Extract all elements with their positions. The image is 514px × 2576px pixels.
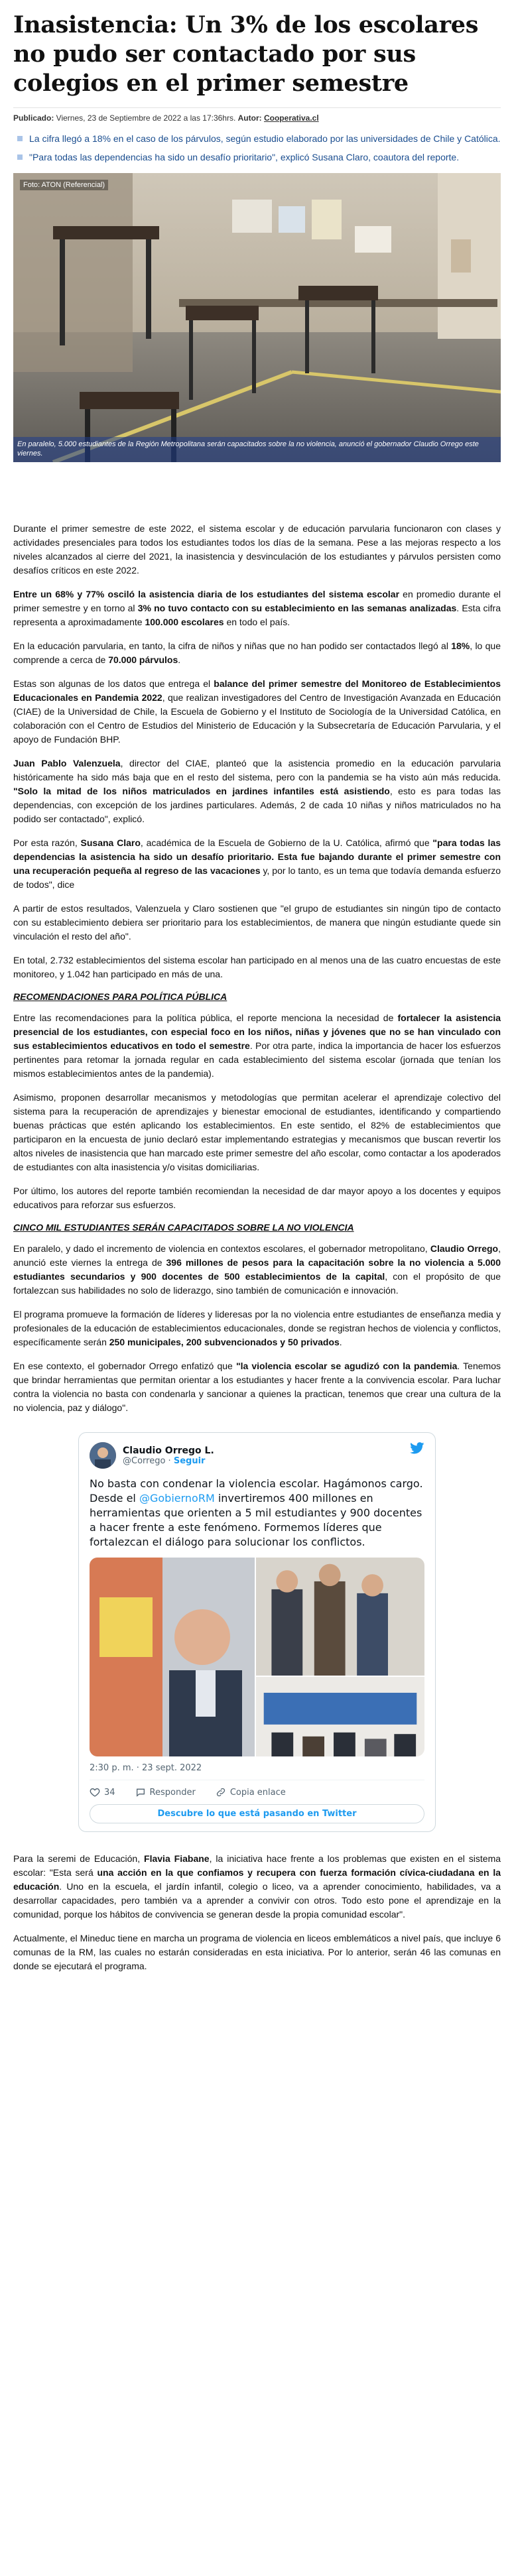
tweet-header (90, 1442, 424, 1469)
bold-text: 100.000 escolares (145, 617, 224, 627)
reply-icon (135, 1787, 146, 1798)
text: El programa promueve la formación de líderes y lideresas por la no violencia entre estudiantes de enseñanza media y profesionales de la educación de establecimientos educacionales, donde se registran hechos de violencia y conflictos, específicamente serán (13, 1309, 501, 1347)
author-link[interactable]: Cooperativa.cl (263, 113, 319, 123)
paragraph: A partir de estos resultados, Valenzuela y Claro sostienen que "el grupo de estudiantes sin ningún tipo de contacto con su establecimiento debiera ser prioritario para los establecimientos, de manera que ningún estudiante quede sin vinculación el resto del año". (13, 903, 501, 942)
bold-text: fortalecer la asistencia presencial de los estudiantes, con especial foco en los niños, niñas y jóvenes que no se han vinculado con sus establecimientos educativos en todo el semestre (13, 1012, 501, 1051)
bold-text: Claudio Orrego (430, 1243, 499, 1254)
tweet-photo-image (256, 1677, 424, 1756)
text: Para la seremi de Educación, (13, 1853, 145, 1864)
article (13, 0, 501, 1973)
tweet-author-handle: @Corrego · Seguir (123, 1455, 206, 1466)
paragraph (13, 1011, 501, 1081)
text: En la educación parvularia, en tanto, la cifra de niños y niñas que no han podido ser contactados llegó al (13, 641, 452, 651)
tweet-photo-image (90, 1558, 255, 1756)
avatar-image (90, 1442, 116, 1469)
article-meta (13, 107, 501, 123)
text: , lo que comprende a cerca de (13, 641, 501, 665)
tweet-author (123, 1445, 214, 1466)
like-count: 34 (104, 1787, 115, 1798)
bold-text: balance del primer semestre del Monitoreo de Establecimientos Educacionales en Pandemia 2022 (13, 678, 501, 703)
text: , esto es para todas las dependencias, con excepción de los jardines particulares. Además, 2 de cada 10 niñas y niños matriculados no ha podido ser contactado", explicó. (13, 786, 501, 824)
paragraph (13, 1852, 501, 1922)
paragraph: En total, 2.732 establecimientos del sistema escolar han participado en al menos una de las cuatro encuestas de este monitoreo, y 1.042 han participado en más de una. (13, 955, 501, 979)
paragraph (13, 677, 501, 747)
section-heading: CINCO MIL ESTUDIANTES SERÁN CAPACITADOS SOBRE LA NO VIOLENCIA (13, 1222, 354, 1233)
discover-twitter-button[interactable]: Descubre lo que está pasando en Twitter (90, 1804, 424, 1823)
like-action[interactable] (90, 1787, 115, 1798)
paragraph (13, 1308, 501, 1349)
paragraph (13, 757, 501, 826)
bold-text: 18% (451, 641, 470, 651)
bold-text: Flavia Fiabane (144, 1853, 210, 1864)
bold-text: "Solo la mitad de los niños matriculados en jardines infantiles está asistiendo (13, 786, 390, 796)
tweet-timestamp[interactable]: 2:30 p. m. · 23 sept. 2022 (90, 1763, 202, 1773)
text: . Por otra parte, indica la importancia de hacer los esfuerzos pertinentes para retomar la jornada regular en cada establecimiento del sistema escolar (jornada que tenían los mismos establecimientos antes de la pandemia). (13, 1040, 501, 1079)
paragraph (13, 639, 501, 667)
paragraph (13, 1242, 501, 1298)
mention-link[interactable]: @GobiernoRM (139, 1492, 215, 1504)
tweet-photo[interactable] (256, 1677, 424, 1756)
tweet-actions (90, 1780, 424, 1798)
text: Por esta razón, (13, 837, 81, 848)
text: invertiremos 400 millones en herramientas que orienten a 5 mil estudiantes y 900 docentes a hacer frente a este fenómeno. Formemos líderes que fortalezcan el diálogo para solucionar los conflictos. (90, 1492, 422, 1548)
tweet-media[interactable] (90, 1558, 424, 1756)
tweet-author-name[interactable]: Claudio Orrego L. (123, 1445, 214, 1456)
photo-caption: En paralelo, 5.000 estudiantes de la Región Metropolitana serán capacitados sobre la no violencia, anunció el gobernador Claudio Orrego este viernes. (13, 437, 501, 462)
paragraph: Por último, los autores del reporte también recomiendan la necesidad de dar mayor apoyo a los docentes y equipos educativos para reforzar sus esfuerzos. (13, 1186, 501, 1210)
bold-text: Juan Pablo Valenzuela (13, 758, 121, 768)
bold-text: 396 millones de pesos para la capacitación sobre la no violencia a 5.000 estudiantes secundarios y 900 docentes de 500 establecimientos de la capital (13, 1257, 501, 1282)
text: En ese contexto, el gobernador Orrego enfatizó que (13, 1361, 236, 1371)
text: . Tenemos que brindar herramientas que permitan orientar a los estudiantes y hacer frente a la convivencia escolar. Para luchar contra la violencia no basta con condenarla y sancionar a quienes la practican, tenemos que crear una cultura de la no violencia, paz y diálogo". (13, 1361, 501, 1413)
bold-text: Susana Claro (80, 837, 141, 848)
heart-icon (90, 1787, 100, 1798)
avatar[interactable] (90, 1442, 116, 1469)
embedded-tweet (78, 1432, 436, 1832)
bold-text: 70.000 párvulos (108, 654, 178, 665)
text: . Uno en la escuela, el jardín infantil, colegio o liceo, va a aprender conocimiento, habilidades, va a desarrollar capacidades, pero también va a aprender a convivir con otros. Todo esto pone el aprendizaje en la comunidad, porque los hábitos de convivencia se generan desde la propia comunidad escolar". (13, 1881, 501, 1920)
photo-credit: Foto: ATON (Referencial) (20, 180, 108, 190)
paragraph (13, 587, 501, 629)
published-label: Publicado: (13, 113, 54, 123)
text: en promedio durante el primer semestre y en torno al (13, 589, 501, 613)
text: Entre las recomendaciones para la política pública, el reporte menciona la necesidad de (13, 1012, 398, 1023)
text: , que realizan investigadores del Centro de Investigación Avanzada en Educación (CIAE) de la Universidad de Chile, la Escuela de Gobierno y el Instituto de Sociología de la Universidad Católica, en colaboración con el Centro de Estudios del Ministerio de Educación y la Subsecretaría de Educación Parvularia, y el apoyo de Fundación BHP. (13, 692, 501, 745)
text: . (178, 654, 181, 665)
text: En paralelo, y dado el incremento de violencia en contextos escolares, el gobernador metropolitano, (13, 1243, 430, 1254)
author-label: Autor: (237, 113, 262, 123)
text: . (339, 1337, 342, 1347)
bold-text: 3% no tuvo contacto con su establecimiento en las semanas analizadas (137, 603, 457, 613)
handle-text[interactable]: @Corrego (123, 1455, 166, 1466)
tweet-text (90, 1477, 424, 1550)
text: No basta con condenar la violencia escolar. Hagámonos cargo. Desde el (90, 1477, 423, 1504)
paragraph: Actualmente, el Mineduc tiene en marcha un programa de violencia en liceos emblemáticos a nivel país, que incluye 6 comunas de la RM, las cuales no estarán consideradas en esta iniciativa. Por lo anterior, serán 46 las comunas en donde se ejecutará el programa. (13, 1933, 501, 1971)
text: Estas son algunas de los datos que entrega el (13, 678, 214, 689)
text: , académica de la Escuela de Gobierno de la U. Católica, afirmó que (140, 837, 433, 848)
tweet-photo[interactable] (256, 1558, 424, 1676)
paragraph: Asimismo, proponen desarrollar mecanismos y metodologías que permitan acelerar el aprendizaje colectivo del sistema para la recuperación de aprendizajes y bienestar emocional de estudiantes, identificando y compartiendo buenas prácticas que estén aplicando los establecimientos. En este sentido, el 82% de establecimientos que participaron en la encuesta de junio declaró estar implementando estrategias y mecanismos que buscan revertir los altos niveles de inasistencia que han marcado este primer semestre del año escolar, como contactar a los apoderados de estudiantes con alta inasistencia y/o visitas domiciliarias. (13, 1092, 501, 1172)
copy-link-label: Copia enlace (229, 1787, 286, 1798)
bold-text: "para todas las dependencias la asistencia ha sido un desafío prioritario. Esta fue bajando durante el primer semestre con una recuperación pequeña al regreso de las vacaciones (13, 837, 501, 876)
reply-action[interactable] (135, 1787, 196, 1798)
text: . Esta cifra representa a aproximadamente (13, 603, 501, 627)
link-icon (216, 1787, 226, 1798)
follow-button[interactable]: Seguir (173, 1455, 206, 1466)
tweet-photo-stack (256, 1558, 424, 1756)
text: en todo el país. (224, 617, 290, 627)
tweet-photo-image (256, 1558, 424, 1676)
bold-text: 250 municipales, 200 subvencionados y 50 privados (109, 1337, 340, 1347)
paragraph (13, 836, 501, 892)
text: , con el propósito de que fortalezcan sus habilidades no solo de liderazgo, sino también de comunicación e innovación. (13, 1271, 501, 1296)
copy-link-action[interactable] (216, 1787, 286, 1798)
reply-label: Responder (149, 1787, 196, 1798)
twitter-bird-icon[interactable] (410, 1442, 424, 1454)
text: y, por lo tanto, es un tema que todavía demanda esfuerzo de todos", dice (13, 865, 501, 890)
text: , director del CIAE, planteó que la asistencia promedio en la educación parvularia históricamente ha sido más baja que en el resto del sistema, pero con la pandemia se ha visto aún más reducida. (13, 758, 501, 782)
bold-text: una acción en la que confiamos y recupera con fuerza formación cívica-ciudadana en la educación (13, 1867, 501, 1892)
summary-bullet: La cifra llegó a 18% en el caso de los párvulos, según estudio elaborado por las universidades de Chile y Católica. (13, 132, 501, 145)
summary-bullets (13, 132, 501, 164)
article-body (13, 522, 501, 1973)
bold-text: "la violencia escolar se agudizó con la pandemia (235, 1361, 458, 1371)
paragraph (13, 1359, 501, 1415)
article-title: Inasistencia: Un 3% de los escolares no pudo ser contactado por sus colegios en el primer semestre (13, 11, 479, 97)
published-date: Viernes, 23 de Septiembre de 2022 a las 17:36hrs. (54, 113, 238, 123)
summary-bullet: "Para todas las dependencias ha sido un desafío prioritario", explicó Susana Claro, coautora del reporte. (13, 151, 501, 164)
paragraph: Durante el primer semestre de este 2022, el sistema escolar y de educación parvularia funcionaron con clases y actividades presenciales para todos los estudiantes todos los días de la semana. Pese a las mejoras respecto a los niveles alcanzados al cierre del 2021, la inasistencia y desvinculación de los estudiantes y párvulos persisten como desafíos críticos en este 2022. (13, 523, 501, 576)
hero-image (13, 173, 501, 462)
tweet-photo[interactable] (90, 1558, 255, 1756)
text: , la iniciativa hace frente a los problemas que existen en el sistema escolar: "Esta será (13, 1853, 501, 1878)
bold-text: Entre un 68% y 77% osciló la asistencia diaria de los estudiantes del sistema escolar (13, 589, 400, 599)
section-heading: RECOMENDACIONES PARA POLÍTICA PÚBLICA (13, 991, 227, 1002)
text: , anunció este viernes la entrega de (13, 1243, 501, 1268)
classroom-photo (13, 173, 501, 462)
